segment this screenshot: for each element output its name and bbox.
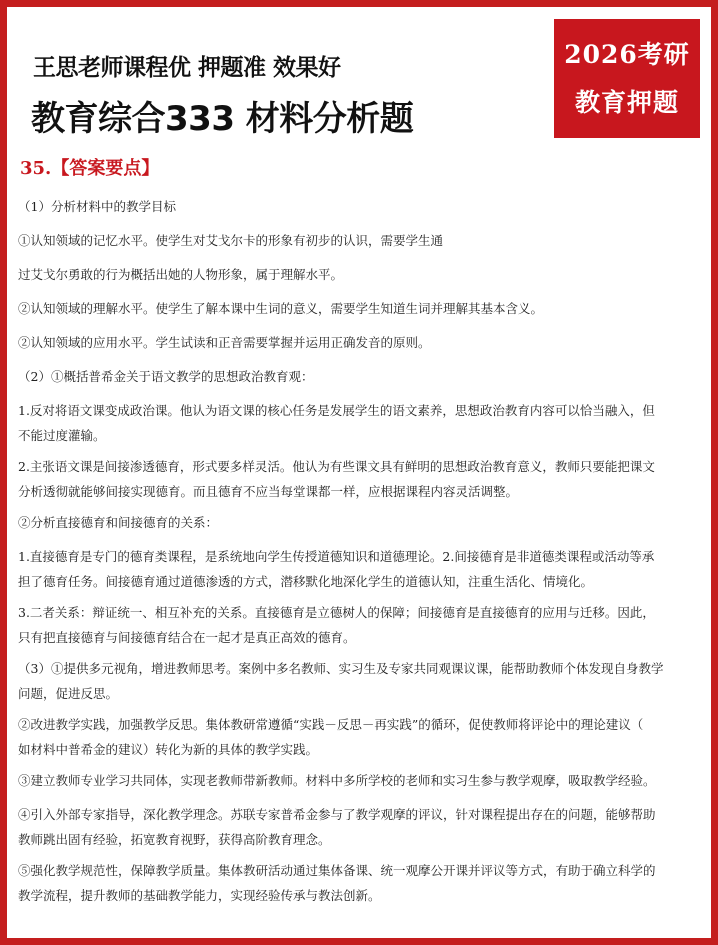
paragraph-line: 问题，促进反思。: [18, 686, 119, 701]
paragraph-line: ②分析直接德育和间接德育的关系：: [18, 515, 219, 530]
paragraph-line: 教师跳出固有经验，拓宽教育视野，获得高阶教育理念。: [18, 832, 331, 847]
paragraph: [18, 858, 698, 908]
paragraph: [18, 802, 698, 852]
paragraph-line: ②认知领域的理解水平。使学生了解本课中生词的意义，需要学生知道生词并理解其基本含义。: [18, 301, 544, 316]
paragraph: [18, 296, 698, 321]
paragraph-line: 分析透彻就能够间接实现德育。而且德育不应当每堂课都一样，应根据课程内容灵活调整。: [18, 484, 519, 499]
paragraph-line: 不能过度灌输。: [18, 428, 106, 443]
badge-line-2: 教育押题: [574, 87, 679, 117]
paragraph: [18, 330, 698, 355]
paragraph-line: （1）分析材料中的教学目标: [18, 199, 176, 214]
paragraph-line: ②认知领域的应用水平。学生试读和正音需要掌握并运用正确发音的原则。: [18, 335, 431, 350]
paragraph-line: 3.二者关系：辩证统一、相互补充的关系。直接德育是立德树人的保障；间接德育是直接德育的应用与迁移。因此，: [18, 605, 655, 620]
paragraph-line: ③建立教师专业学习共同体，实现老教师带新教师。材料中多所学校的老师和实习生参与教学观摩，吸取教学经验。: [18, 773, 656, 788]
paragraph: [18, 194, 698, 219]
paragraph: [18, 398, 698, 448]
paragraph: [18, 544, 698, 594]
paragraph-line: 只有把直接德育与间接德育结合在一起才是真正高效的德育。: [18, 630, 356, 645]
paragraph-line: 担了德育任务。间接德育通过道德渗透的方式，潜移默化地深化学生的道德认知，注重生活化、情境化。: [18, 574, 594, 589]
section-title: 35.【答案要点】: [20, 158, 160, 179]
paragraph: [18, 656, 698, 706]
paragraph-line: 如材料中普希金的建议）转化为新的具体的教学实践。: [18, 742, 319, 757]
document-page: [7, 7, 711, 938]
header-title: 教育综合333 材料分析题: [31, 99, 414, 139]
paragraph: [18, 712, 698, 762]
paragraph: [18, 228, 698, 253]
paragraph-line: （2）①概括普希金关于语文教学的思想政治教育观：: [18, 369, 314, 384]
paragraph: [18, 768, 698, 793]
paragraph-line: ④引入外部专家指导，深化教学理念。苏联专家普希金参与了教学观摩的评议，针对课程提出存在的问题，能够帮助: [18, 807, 656, 822]
paragraph-line: 2.主张语文课是间接渗透德育，形式要多样灵活。他认为有些课文具有鲜明的思想政治教育意义，教师只要能把课文: [18, 459, 655, 474]
badge-line-1: 2026考研: [564, 39, 690, 69]
paragraph: [18, 510, 698, 535]
paragraph: [18, 600, 698, 650]
paragraph-line: ②改进教学实践，加强教学反思。集体教研常遵循“实践－反思－再实践”的循环，促使教师将评论中的理论建议（: [18, 717, 644, 732]
paragraph-line: （3）①提供多元视角，增进教师思考。案例中多名教师、实习生及专家共同观课议课，能帮助教师个体发现自身教学: [18, 661, 664, 676]
paragraph-line: 1.反对将语文课变成政治课。他认为语文课的核心任务是发展学生的语文素养，思想政治教育内容可以恰当融入，但: [18, 403, 655, 418]
paragraph-line: 过艾戈尔勇敢的行为概括出她的人物形象，属于理解水平。: [18, 267, 344, 282]
paragraph: [18, 262, 698, 287]
header-slogan: 王思老师课程优 押题准 效果好: [33, 55, 341, 81]
paragraph-line: ①认知领域的记忆水平。使学生对艾戈尔卡的形象有初步的认识，需要学生通: [18, 233, 444, 248]
paragraph-line: 1.直接德育是专门的德育类课程，是系统地向学生传授道德知识和道德理论。2.间接德育是非道德类课程或活动等承: [18, 549, 655, 564]
paragraph: [18, 364, 698, 389]
paragraph-line: ⑤强化教学规范性，保障教学质量。集体教研活动通过集体备课、统一观摩公开课并评议等方式，有助于确立科学的: [18, 863, 656, 878]
exam-badge: [554, 19, 700, 138]
paragraph-line: 教学流程，提升教师的基础教学能力，实现经验传承与教法创新。: [18, 888, 381, 903]
paragraph: [18, 454, 698, 504]
